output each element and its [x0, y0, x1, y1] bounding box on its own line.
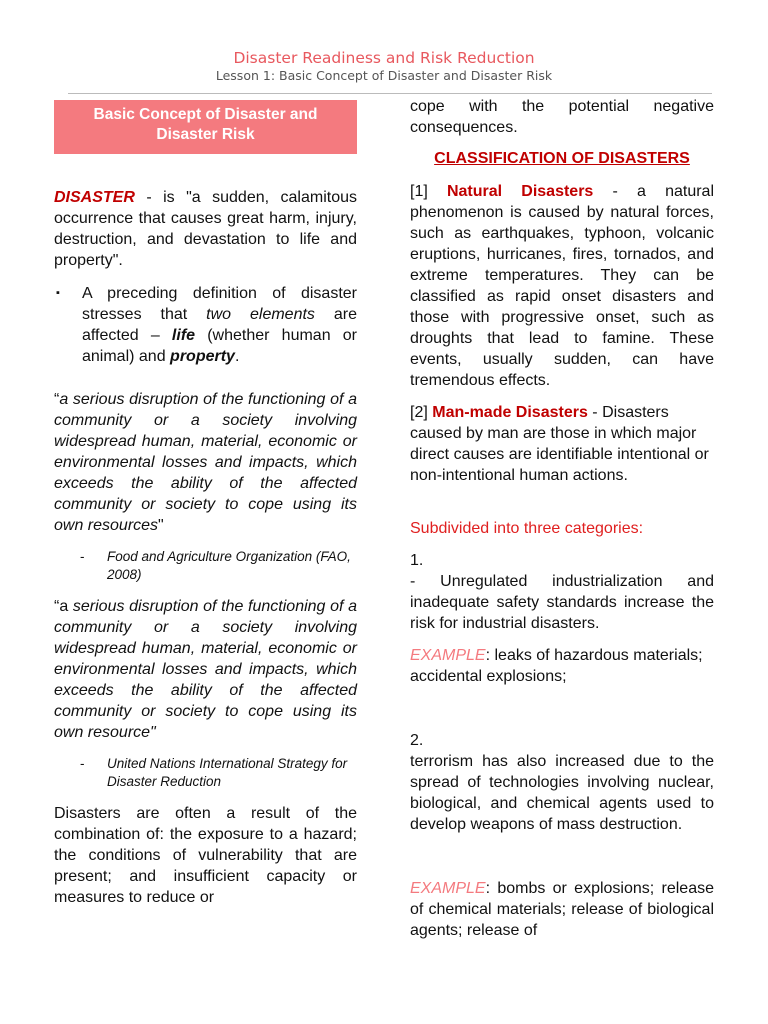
disaster-definition — [54, 187, 357, 271]
natural-disasters-paragraph — [410, 181, 714, 391]
header-divider — [68, 93, 712, 94]
fao-source-text: Food and Agriculture Organization (FAO, 2008) — [107, 549, 351, 582]
unisdr-source-text: United Nations International Strategy for Disaster Reduction — [107, 756, 348, 789]
manmade-disasters-text: - Disasters caused by man are those in which major direct causes are identifiable intentional or non-intentional human actions. — [410, 404, 709, 484]
right-column — [410, 96, 714, 941]
bullet-life: life — [171, 327, 196, 344]
manmade-number: [2] — [410, 404, 433, 421]
lesson-subtitle: Lesson 1: Basic Concept of Disaster and Disaster Risk — [215, 68, 553, 83]
bullet-property: property — [170, 348, 235, 365]
bullet-emphasis: two elements — [206, 306, 315, 323]
source-dash: - — [80, 549, 85, 564]
natural-disasters-label: Natural Disasters — [446, 183, 594, 200]
manmade-disasters-label: Man-made Disasters — [432, 404, 588, 421]
quote-mark: " — [158, 517, 164, 534]
subdivided-heading: Subdivided into three categories: — [410, 520, 644, 537]
manmade-disasters-paragraph — [410, 402, 714, 486]
quote-mark: “ — [54, 391, 60, 408]
square-bullet-icon: ▪ — [56, 287, 60, 299]
fao-quote-text: a serious disruption of the functioning of a community or a society involving widespread human, material, economic or environmental losses and impacts, which exceeds the ability of the affected community or society to cope using its own resources — [54, 391, 357, 534]
quote-mark: “a — [54, 598, 73, 615]
example-label: EXAMPLE — [410, 880, 486, 897]
document-title: Disaster Readiness and Risk Reduction — [233, 49, 535, 67]
unisdr-source — [54, 755, 357, 791]
category-2-text: terrorism has also increased due to the spread of technologies involving nuclear, biological, and chemical agents used to develop weapons of mass destruction. — [410, 753, 714, 833]
classification-heading: CLASSIFICATION OF DISASTERS — [434, 150, 690, 167]
disaster-term: DISASTER — [54, 189, 135, 206]
fao-source — [54, 548, 357, 584]
disaster-definition-text: - is "a sudden, calamitous occurrence that causes great harm, injury, destruction, and devastation to life and property". — [54, 189, 357, 269]
fao-quote — [54, 389, 357, 536]
left-column — [54, 100, 357, 908]
category-1-example — [410, 645, 714, 687]
category-1-text: - Unregulated industrialization and inadequate safety standards increase the risk for industrial disasters. — [410, 573, 714, 632]
category-1-number: 1. — [410, 552, 424, 569]
natural-number: [1] — [410, 183, 447, 200]
definition-bullet — [54, 283, 357, 367]
category-2-number: 2. — [410, 732, 424, 749]
document-header — [0, 49, 768, 84]
category-2-example — [410, 878, 714, 941]
bullet-text: A preceding definition of disaster stresses that — [82, 285, 357, 323]
bullet-text: are affected – — [82, 306, 357, 344]
bullet-text: . — [234, 348, 240, 365]
natural-disasters-text: - a natural phenomenon is caused by natural forces, such as earthquakes, typhoon, volcanic eruptions, hurricanes, fires, tornados, and extreme temperatures. They can be classified as rapid onset disasters and those with progressive onset, such as droughts that lead to famine. These events, usually sudden, can have tremendous effects. — [410, 183, 715, 389]
closing-paragraph: Disasters are often a result of the combination of: the exposure to a hazard; the conditions of vulnerability that are present; and insufficient capacity or measures to reduce or — [54, 805, 357, 906]
continuation-text: cope with the potential negative consequences. — [410, 98, 714, 136]
bullet-text: (whether human or animal) and — [82, 327, 358, 365]
unisdr-quote — [54, 596, 357, 743]
unisdr-quote-text: serious disruption of the functioning of a community or a society involving widespread human, material, economic or environmental losses and impacts, which exceeds the ability of the affected community or society to cope using its own resource" — [54, 598, 358, 741]
source-dash: - — [80, 756, 85, 771]
example-label: EXAMPLE — [410, 647, 486, 664]
example-text: : bombs or explosions; release of chemical materials; release of biological agents; release of — [410, 880, 714, 939]
section-title-box: Basic Concept of Disaster and Disaster Risk — [54, 100, 357, 154]
example-text: : leaks of hazardous materials; accidental explosions; — [410, 647, 703, 685]
